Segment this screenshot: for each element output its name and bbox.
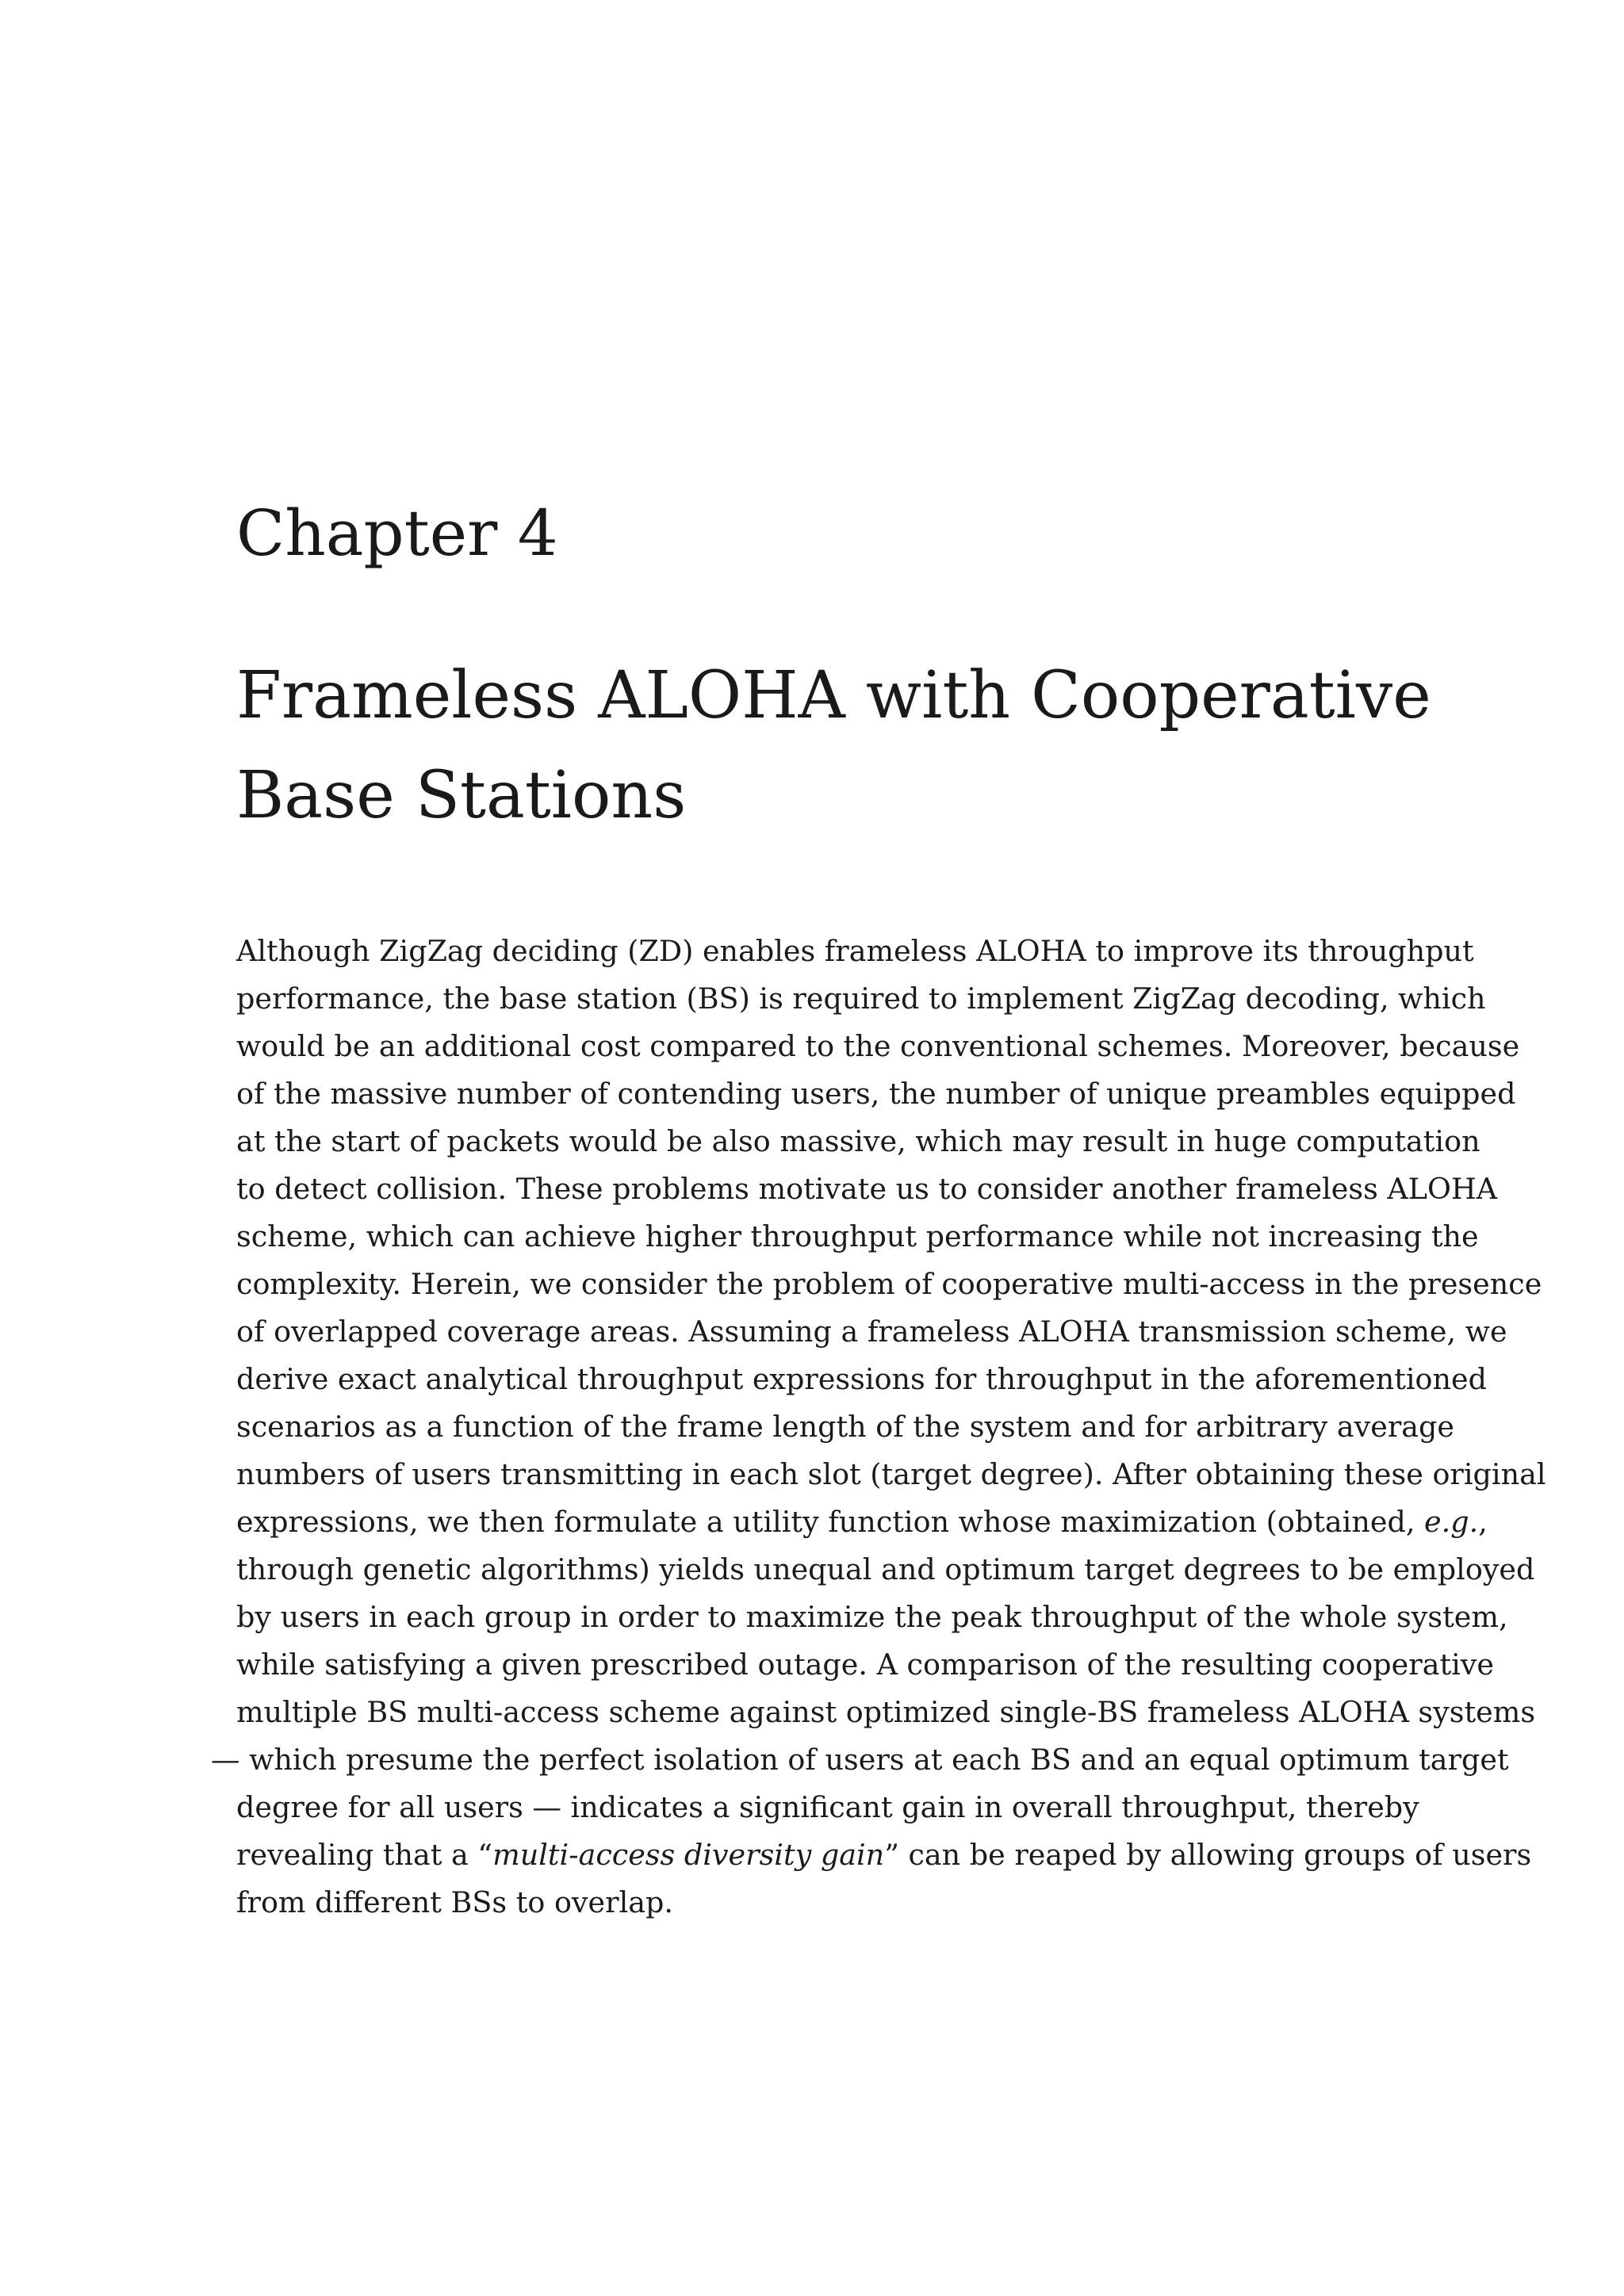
paragraph-line: would be an additional cost compared to the conventional schemes. Moreover, because [236,1029,1520,1063]
paragraph-line: by users in each group in order to maximize the peak throughput of the whole system, [236,1600,1508,1634]
paragraph-line: of overlapped coverage areas. Assuming a frameless ALOHA transmission scheme, we [236,1314,1507,1349]
paragraph-line: multiple BS multi-access scheme against optimized single-BS frameless ALOHA systems [236,1695,1536,1729]
line-text: ” can be reaped by allowing groups of users [884,1838,1532,1872]
chapter-label: Chapter 4 [236,496,558,570]
paragraph-line: from different BSs to overlap. [236,1885,673,1919]
chapter-title [236,646,1431,846]
line-text: revealing that a “ [236,1838,493,1872]
paragraph-line: scenarios as a function of the frame length of the system and for arbitrary average [236,1410,1454,1444]
paragraph-line: of the massive number of contending users, the number of unique preambles equipped [236,1077,1516,1111]
paragraph-line: through genetic algorithms) yields unequal and optimum target degrees to be employed [236,1552,1535,1586]
line-text: expressions, we then formulate a utility function whose maximization (obtained, [236,1505,1425,1539]
paragraph-line: derive exact analytical throughput expressions for throughput in the aforementioned [236,1362,1488,1396]
chapter-title-line-1: Frameless ALOHA with Cooperative [236,658,1431,733]
paragraph-line: scheme, which can achieve higher throughput performance while not increasing the [236,1219,1479,1253]
chapter-intro-paragraph [211,928,1546,1927]
paragraph-line: at the start of packets would be also massive, which may result in huge computation [236,1124,1480,1158]
chapter-title-line-2: Base Stations [236,758,687,833]
paragraph-line: while satisfying a given prescribed outage. A comparison of the resulting cooperative [236,1647,1495,1682]
paragraph-line: complexity. Herein, we consider the problem of cooperative multi-access in the presence [236,1267,1542,1301]
paragraph-line: — which presume the perfect isolation of users at each BS and an equal optimum target [211,1743,1509,1777]
emphasis-eg: e.g. [1424,1505,1479,1539]
line-text: , [1478,1505,1488,1539]
paragraph-line: performance, the base station (BS) is required to implement ZigZag decoding, which [236,982,1486,1016]
paragraph-line [236,1831,1532,1879]
paragraph-line: degree for all users — indicates a significant gain in overall throughput, thereby [236,1790,1419,1824]
paragraph-line: Although ZigZag deciding (ZD) enables frameless ALOHA to improve its throughput [236,934,1474,968]
paragraph-line: to detect collision. These problems motivate us to consider another frameless ALOHA [236,1172,1498,1206]
paragraph-line: numbers of users transmitting in each slot (target degree). After obtaining these original [236,1457,1546,1491]
emphasis-diversity-gain: multi-access diversity gain [492,1838,885,1872]
paragraph-line [236,1498,1488,1546]
